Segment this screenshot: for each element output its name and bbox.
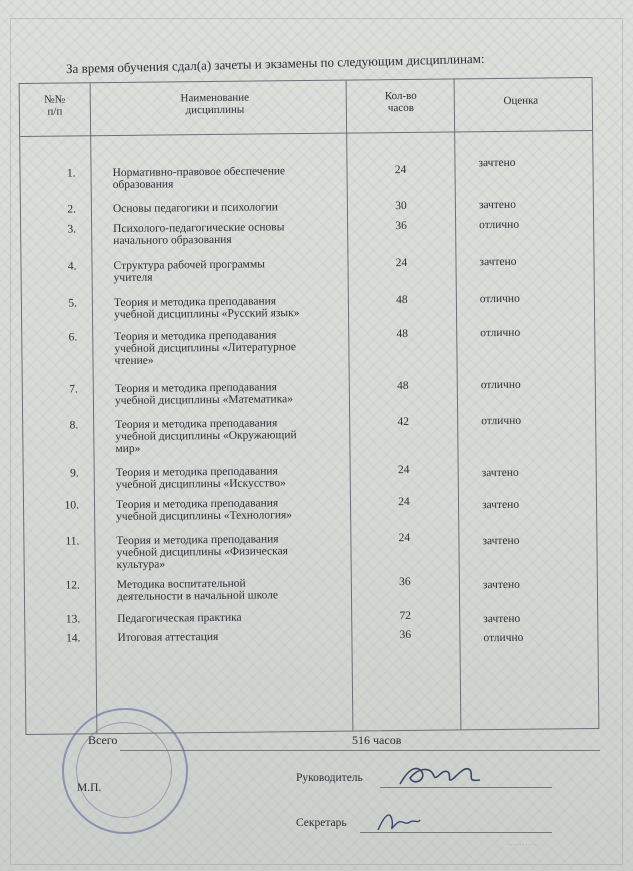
- discipline-name-line: Психолого-педагогические основы: [113, 221, 285, 236]
- discipline-name: [112, 165, 342, 191]
- discipline-name-line: Нормативно-правовое обеспечение: [112, 165, 286, 180]
- discipline-name-line: Теория и методика преподавания: [113, 295, 277, 310]
- row-number: 10.: [64, 499, 80, 512]
- row-number: 6.: [68, 331, 78, 344]
- discipline-name-line: Итоговая аттестация: [117, 630, 219, 645]
- grade-value: отлично: [480, 326, 521, 340]
- discipline-name: [113, 258, 343, 284]
- discipline-name-line: образования: [112, 178, 174, 192]
- secretary-signature: [374, 806, 424, 836]
- secretary-label: Секретарь: [296, 817, 347, 829]
- table-row: [21, 198, 593, 216]
- discipline-name: [117, 630, 347, 644]
- grade-value: отлично: [479, 218, 520, 232]
- discipline-name-line: Педагогическая практика: [117, 611, 242, 626]
- table-row: [24, 462, 596, 492]
- official-seal: [62, 708, 188, 834]
- row-number: 12.: [65, 579, 80, 592]
- hours-value: 24: [398, 531, 411, 545]
- discipline-name-line: Теория и методика преподавания: [116, 533, 279, 548]
- table-row: [24, 494, 596, 524]
- discipline-name: [116, 497, 346, 523]
- hours-value: 24: [398, 495, 410, 509]
- grade-value: зачтено: [482, 578, 520, 592]
- discipline-name-line: Структура рабочей программы: [113, 258, 265, 273]
- grade-value: отлично: [481, 414, 522, 428]
- hours-value: 48: [396, 293, 408, 307]
- header-divider: [20, 130, 592, 137]
- grade-value: отлично: [480, 378, 521, 392]
- header-num: [26, 93, 84, 118]
- grade-value: зачтено: [481, 466, 519, 480]
- header-hours-line: Кол-во: [384, 89, 417, 103]
- header-num-line: п/п: [47, 105, 63, 118]
- discipline-name-line: Теория и методика преподавания: [115, 497, 279, 512]
- column-divider: [454, 79, 462, 729]
- header-name: [110, 91, 320, 117]
- grade-value: зачтено: [482, 534, 520, 548]
- row-number: 8.: [69, 419, 79, 432]
- hours-value: 24: [397, 463, 410, 477]
- table-row: [21, 255, 593, 285]
- grade-value: отлично: [483, 631, 524, 645]
- print-footnote: · · · · · · · · · · ·: [508, 843, 539, 848]
- row-number: 2.: [67, 203, 76, 216]
- discipline-name: [114, 295, 344, 321]
- page-heading: За время обучения сдал(а) зачеты и экзамены по следующим дисциплинам:: [65, 50, 485, 77]
- row-number: 7.: [69, 383, 78, 396]
- discipline-name-line: начального образования: [113, 233, 232, 248]
- head-signature: [396, 758, 484, 792]
- column-divider: [90, 83, 98, 733]
- discipline-name-line: учебной дисциплины «Русский язык»: [113, 307, 300, 322]
- discipline-name-line: учебной дисциплины «Физическая: [116, 545, 289, 560]
- discipline-name-line: учителя: [113, 271, 153, 285]
- discipline-name-line: мир»: [115, 442, 141, 456]
- hours-value: 36: [399, 628, 412, 642]
- discipline-name: [114, 329, 344, 367]
- hours-value: 48: [396, 379, 409, 393]
- discipline-name: [113, 201, 343, 215]
- hours-value: 48: [396, 327, 409, 341]
- discipline-name: [115, 417, 345, 455]
- row-number: 14.: [65, 632, 81, 645]
- row-number: 3.: [67, 223, 77, 236]
- row-number: 1.: [66, 167, 76, 180]
- grade-value: зачтено: [479, 255, 517, 269]
- discipline-name-line: учебной дисциплины «Технология»: [116, 509, 293, 524]
- discipline-name-line: Методика воспитательной: [116, 577, 246, 592]
- table-row: [21, 218, 593, 248]
- row-number: 9.: [70, 467, 79, 480]
- discipline-name-line: Теория и методика преподавания: [115, 465, 278, 480]
- discipline-name-line: Основы педагогики и психологии: [112, 201, 278, 216]
- seal-inner-ring: [76, 722, 172, 818]
- discipline-name-line: Теория и методика преподавания: [115, 417, 278, 432]
- total-line: [120, 750, 600, 751]
- hours-value: 24: [394, 163, 407, 177]
- row-number: 4.: [67, 260, 77, 273]
- grade-value: отлично: [479, 292, 520, 306]
- grades-table: [19, 77, 600, 735]
- hours-value: 24: [395, 256, 408, 270]
- table-row: [22, 326, 594, 368]
- grade-value: зачтено: [478, 198, 516, 212]
- hours-value: 42: [397, 415, 409, 429]
- grade-value: зачтено: [483, 612, 521, 626]
- grade-value: зачтено: [481, 498, 520, 512]
- header-hours: [356, 90, 446, 115]
- discipline-name: [117, 577, 347, 603]
- row-number: 13.: [65, 613, 81, 626]
- discipline-name-line: деятельности в начальной школе: [116, 589, 279, 604]
- discipline-name-line: учебной дисциплины «Математика»: [114, 393, 294, 408]
- table-row: [23, 414, 595, 456]
- table-row: [22, 292, 594, 322]
- discipline-name-line: Теория и методика преподавания: [114, 381, 278, 396]
- hours-value: 72: [399, 609, 412, 623]
- discipline-name: [113, 221, 343, 247]
- discipline-name-line: культура»: [116, 558, 166, 572]
- table-row: [25, 574, 597, 604]
- row-number: 5.: [68, 297, 77, 310]
- discipline-name-line: чтение»: [114, 354, 154, 368]
- discipline-name: [117, 611, 347, 625]
- table-row: [20, 156, 592, 192]
- header-grade: Оценка: [503, 94, 539, 107]
- table-row: [25, 627, 597, 645]
- discipline-name-line: учебной дисциплины «Окружающий: [115, 429, 297, 444]
- hours-value: 36: [395, 219, 407, 233]
- discipline-name: [115, 381, 345, 407]
- table-row: [23, 378, 595, 408]
- seal-place-label: М.П.: [77, 782, 102, 794]
- table-row: [24, 530, 596, 572]
- discipline-name: [116, 533, 346, 571]
- hours-value: 30: [395, 199, 407, 213]
- discipline-name-line: Теория и методика преподавания: [114, 329, 277, 344]
- head-label: Руководитель: [296, 772, 363, 784]
- grade-value: зачтено: [478, 156, 516, 170]
- discipline-name-line: учебной дисциплины «Искусство»: [115, 477, 286, 492]
- hours-value: 36: [399, 575, 411, 589]
- row-number: 11.: [65, 535, 80, 548]
- header-num-line: №№: [44, 93, 66, 106]
- table-row: [25, 608, 597, 626]
- header-hours-line: часов: [387, 101, 414, 115]
- header-name-line: дисциплины: [185, 103, 245, 117]
- header-name-line: Наименование: [180, 91, 250, 105]
- total-label: Всего: [88, 733, 118, 747]
- discipline-name-line: учебной дисциплины «Литературное: [114, 341, 297, 356]
- total-value: 516 часов: [352, 733, 402, 747]
- discipline-name: [116, 465, 346, 491]
